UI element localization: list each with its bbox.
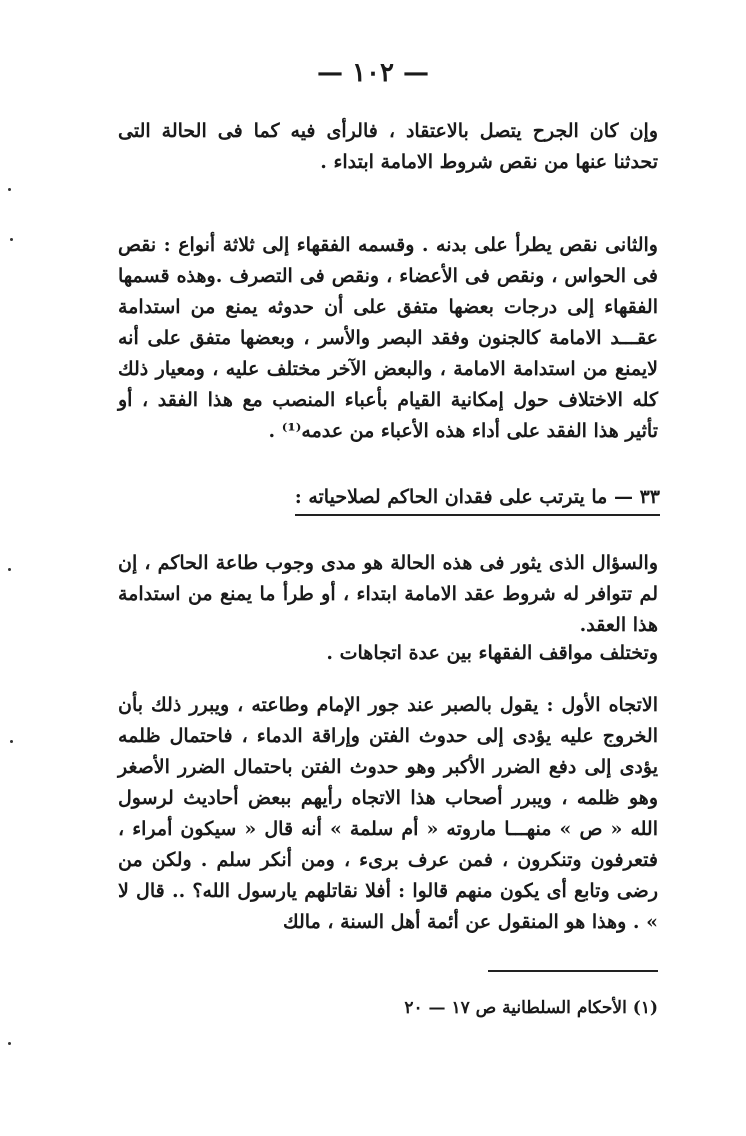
scan-speck [10, 238, 13, 241]
page-number: — ١٠٢ — [316, 58, 430, 88]
paragraph-2: والثانى نقص يطرأ على بدنه . وقسمه الفقهاء إلى ثلاثة أنواع : نقص فى الحواس ، ونقص فى الأعضاء ، ونقص فى التصرف .وهذه قسمها الفقهاء إلى درجات بعضها متفق على أن حدوثه يمنع من استدامة عقـــد الامامة كالجنون وفقد البصر والأسر ، وبعضها متفق على أنه لايمنع من استدامة الامامة ، والبعض الآخر مختلف عليه ، ومعيار ذلك كله الاختلاف حول إمكانية القيام بأعباء المنصب مع هذا الفقد ، أو تأثير هذا الفقد على أداء هذه الأعباء من عدمه⁽¹⁾ . [118, 234, 658, 442]
footnote-divider [488, 970, 658, 972]
scan-speck [8, 1042, 11, 1045]
scan-speck [8, 568, 11, 571]
paragraph-3: والسؤال الذى يثور فى هذه الحالة هو مدى وجوب طاعة الحاكم ، إن لم تتوافر له شروط عقد الامامة ابتداء ، أو طرأ ما يمنع من استدامة هذا العقد. [118, 552, 658, 636]
footnote: (١) الأحكام السلطانية ص ١٧ — ٢٠ [404, 998, 658, 1018]
paragraph-5: الاتجاه الأول : يقول بالصبر عند جور الإمام وطاعته ، ويبرر ذلك بأن الخروج عليه يؤدى إلى حدوث الفتن وإراقة الدماء ، فاحتمال ظلمه يؤدى إلى دفع الضرر الأكبر وهو حدوث الفتن باحتمال الضرر الأصغر وهو ظلمه ، ويبرر أصحاب هذا الاتجاه رأيهم ببعض أحاديث لرسول الله « ص » منهـــا ماروته « أم سلمة » أنه قال « سيكون أمراء ، فتعرفون وتنكرون ، فمن عرف برىء ، ومن أنكر سلم . ولكن من رضى وتابع أى يكون منهم قالوا : أفلا نقاتلهم يارسول الله؟ .. قال لا » . وهذا هو المنقول عن أئمة أهل السنة ، مالك [118, 694, 658, 933]
section-heading-container [290, 486, 660, 516]
section-heading: ٣٣ — ما يترتب على فقدان الحاكم لصلاحياته : [295, 486, 660, 516]
scan-speck [10, 740, 13, 743]
paragraph-1: وإن كان الجرح يتصل بالاعتقاد ، فالرأى فيه كما فى الحالة التى تحدثنا عنها من نقص شروط الامامة ابتداء . [118, 120, 658, 173]
scan-speck [8, 188, 11, 191]
paragraph-4: وتختلف مواقف الفقهاء بين عدة اتجاهات . [326, 642, 658, 664]
